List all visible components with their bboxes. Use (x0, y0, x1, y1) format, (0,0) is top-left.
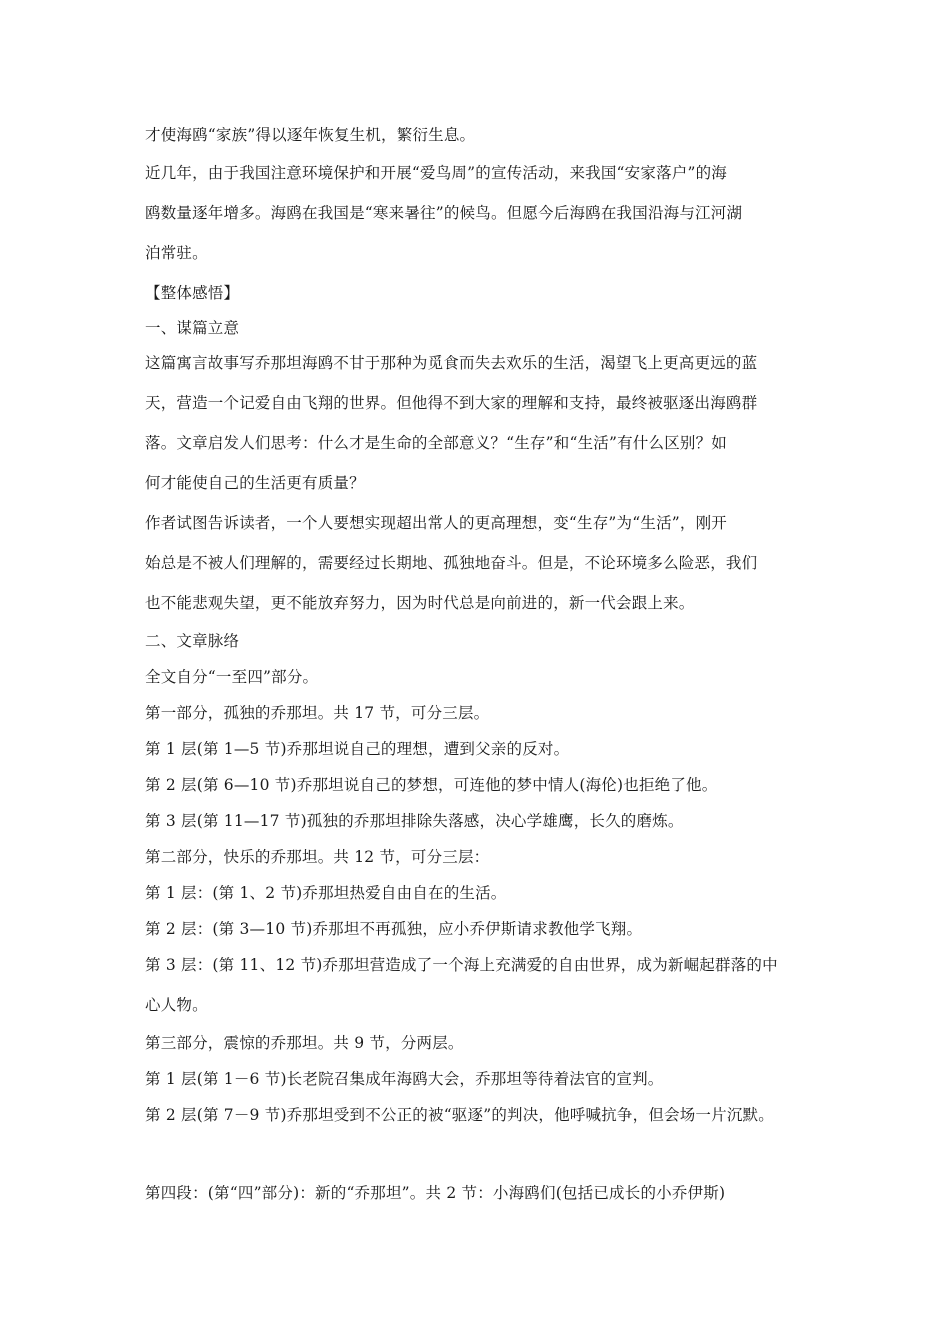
section-heading: 【整体感悟】 (145, 284, 240, 302)
text-line: 第 1 层(第 1－6 节)长老院召集成年海鸥大会，乔那坦等待着法官的宣判。 (145, 1070, 664, 1088)
text-line: 才使海鸥“家族”得以逐年恢复生机，繁衍生息。 (145, 126, 476, 144)
text-line: 第 2 层(第 6—10 节)乔那坦说自己的梦想，可连他的梦中情人(海伦)也拒绝了他。 (145, 776, 718, 794)
text-line: 第四段：(第“四”部分)：新的“乔那坦”。共 2 节：小海鸥们(包括已成长的小乔伊斯) (145, 1184, 726, 1202)
text-line: 泊常驻。 (145, 244, 208, 262)
text-line: 第 3 层：(第 11、12 节)乔那坦营造成了一个海上充满爱的自由世界，成为新崛起群落的中 (145, 956, 778, 974)
text-line: 第二部分，快乐的乔那坦。共 12 节，可分三层： (145, 848, 490, 866)
text-line: 第一部分，孤独的乔那坦。共 17 节，可分三层。 (145, 704, 490, 722)
subsection-heading: 二、文章脉络 (145, 632, 240, 650)
text-line: 第 1 层(第 1—5 节)乔那坦说自己的理想，遭到父亲的反对。 (145, 740, 570, 758)
text-line: 鸥数量逐年增多。海鸥在我国是“寒来暑往”的候鸟。但愿今后海鸥在我国沿海与江河湖 (145, 204, 743, 222)
text-line: 全文自分“一至四”部分。 (145, 668, 319, 686)
text-line: 第 1 层：(第 1、2 节)乔那坦热爱自由自在的生活。 (145, 884, 507, 902)
text-line: 第 2 层：(第 3—10 节)乔那坦不再孤独，应小乔伊斯请求教他学飞翔。 (145, 920, 643, 938)
text-line: 也不能悲观失望，更不能放弃努力，因为时代总是向前进的，新一代会跟上来。 (145, 594, 695, 612)
text-line: 作者试图告诉读者，一个人要想实现超出常人的更高理想，变“生存”为“生活”，刚开 (145, 514, 727, 532)
text-line: 何才能使自己的生活更有质量？ (145, 474, 365, 492)
subsection-heading: 一、谋篇立意 (145, 319, 240, 337)
text-line: 第 2 层(第 7－9 节)乔那坦受到不公正的被“驱逐”的判决，他呼喊抗争，但会场一片沉默。 (145, 1106, 774, 1124)
text-line: 始总是不被人们理解的，需要经过长期地、孤独地奋斗。但是，不论环境多么险恶，我们 (145, 554, 758, 572)
text-line: 心人物。 (145, 996, 208, 1014)
text-line: 第 3 层(第 11—17 节)孤独的乔那坦排除失落感，决心学雄鹰，长久的磨炼。 (145, 812, 684, 830)
text-line: 近几年，由于我国注意环境保护和开展“爱鸟周”的宣传活动，来我国“安家落户”的海 (145, 164, 727, 182)
text-line: 这篇寓言故事写乔那坦海鸥不甘于那种为觅食而失去欢乐的生活，渴望飞上更高更远的蓝 (145, 354, 758, 372)
text-line: 天，营造一个记爱自由飞翔的世界。但他得不到大家的理解和支持，最终被驱逐出海鸥群 (145, 394, 758, 412)
text-line: 第三部分，震惊的乔那坦。共 9 节，分两层。 (145, 1034, 464, 1052)
text-line: 落。文章启发人们思考：什么才是生命的全部意义？“生存”和“生活”有什么区别？如 (145, 434, 727, 452)
